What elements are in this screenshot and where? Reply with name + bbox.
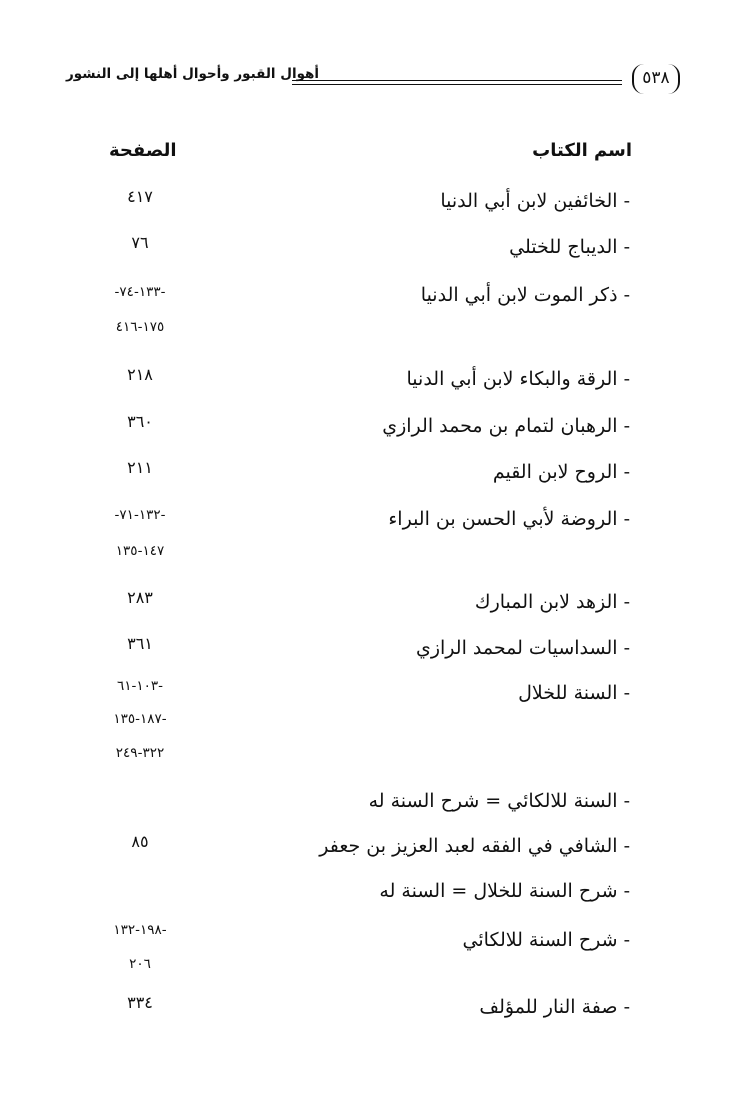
entry-page: ٢٠٦ <box>129 956 151 972</box>
entry-page: ٨٥ <box>131 832 149 851</box>
entry-title: - الديباج للختلي <box>509 236 630 258</box>
column-heading-book-title: اسم الكتاب <box>532 140 632 161</box>
entry-page: ٣٣٤ <box>127 993 153 1012</box>
entry-title: - السنة للخلال <box>518 682 630 704</box>
entry-page: ٢٨٣ <box>127 588 153 607</box>
entry-page: ٣٦١ <box>127 634 153 653</box>
entry-title: - ذكر الموت لابن أبي الدنيا <box>420 284 630 306</box>
entry-title: - الزهد لابن المبارك <box>474 591 630 613</box>
entry-page: ٣٢٢-٢٤٩ <box>115 745 165 761</box>
entry-title: - الشافي في الفقه لعبد العزيز بن جعفر <box>319 835 630 857</box>
entry-page: ٧٦ <box>131 233 149 252</box>
entry-title: - الخائفين لابن أبي الدنيا <box>440 190 630 212</box>
running-header <box>66 64 680 98</box>
entry-page: ١٧٥-٤١٦ <box>115 319 165 335</box>
entry-page: ١٤٧-١٣٥ <box>115 543 165 559</box>
entry-page: -١٣٢-٧١- <box>114 507 166 523</box>
entry-title: - شرح السنة للخلال = السنة له <box>379 880 630 902</box>
entry-title: - الروضة لأبي الحسن بن البراء <box>388 508 630 530</box>
header-title: أهوال القبور وأحوال أهلها إلى النشور <box>66 66 320 82</box>
entry-page: ٣٦٠ <box>127 412 153 431</box>
entry-title: - السنة للالكائي = شرح السنة له <box>368 790 630 812</box>
entry-title: - صفة النار للمؤلف <box>479 996 630 1018</box>
entry-title: - الرقة والبكاء لابن أبي الدنيا <box>406 368 630 390</box>
entry-page: ٤١٧ <box>127 187 153 206</box>
header-rule <box>292 80 622 85</box>
entry-page: ٢١١ <box>127 458 153 477</box>
entry-title: - الروح لابن القيم <box>492 461 630 483</box>
entry-title: - الرهبان لتمام بن محمد الرازي <box>382 415 630 437</box>
entry-page: -١٠٣-٦١ <box>116 678 164 694</box>
entry-title: - شرح السنة للالكائي <box>462 929 630 951</box>
entry-page: -١٨٧-١٣٥ <box>113 711 167 727</box>
entry-page: -١٣٣-٧٤- <box>114 284 166 300</box>
page-number: ٥٣٨ <box>632 64 680 94</box>
entry-page: ٢١٨ <box>127 365 153 384</box>
entry-page: -١٩٨-١٣٢ <box>113 922 167 938</box>
column-heading-page: الصفحة <box>109 140 177 161</box>
entry-title: - السداسيات لمحمد الرازي <box>415 637 630 659</box>
